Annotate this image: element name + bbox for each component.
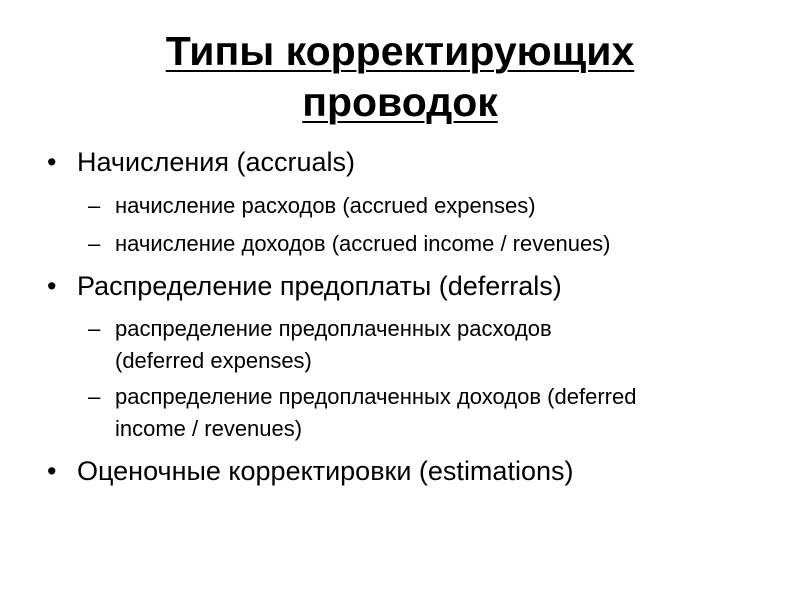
title-line-2: проводок: [302, 79, 498, 125]
dash-marker: –: [88, 231, 101, 256]
list-item-text: Распределение предоплаты (deferrals): [77, 271, 562, 301]
dash-marker: –: [88, 193, 101, 218]
sub-item-text-line-2: income / revenues): [115, 416, 303, 441]
sub-item-text: начисление расходов (accrued expenses): [115, 193, 536, 218]
dash-marker: –: [88, 316, 101, 341]
list-item-text: Оценочные корректировки (estimations): [77, 456, 574, 486]
dash-marker: –: [88, 384, 101, 409]
sub-item-text: начисление доходов (accrued income / revenues): [115, 231, 611, 256]
list-item-text: Начисления (accruals): [77, 147, 355, 177]
sub-item-text-line-1: распределение предоплаченных расходов: [115, 316, 552, 341]
bullet-marker: •: [47, 271, 57, 301]
sub-item-text-line-2: (deferred expenses): [115, 348, 312, 373]
bullet-marker: •: [47, 147, 57, 177]
bullet-marker: •: [47, 456, 57, 486]
sub-item-text-line-1: распределение предоплаченных доходов (deferred: [115, 384, 637, 409]
title-line-1: Типы корректирующих: [165, 28, 635, 74]
slide-title: [60, 26, 740, 128]
